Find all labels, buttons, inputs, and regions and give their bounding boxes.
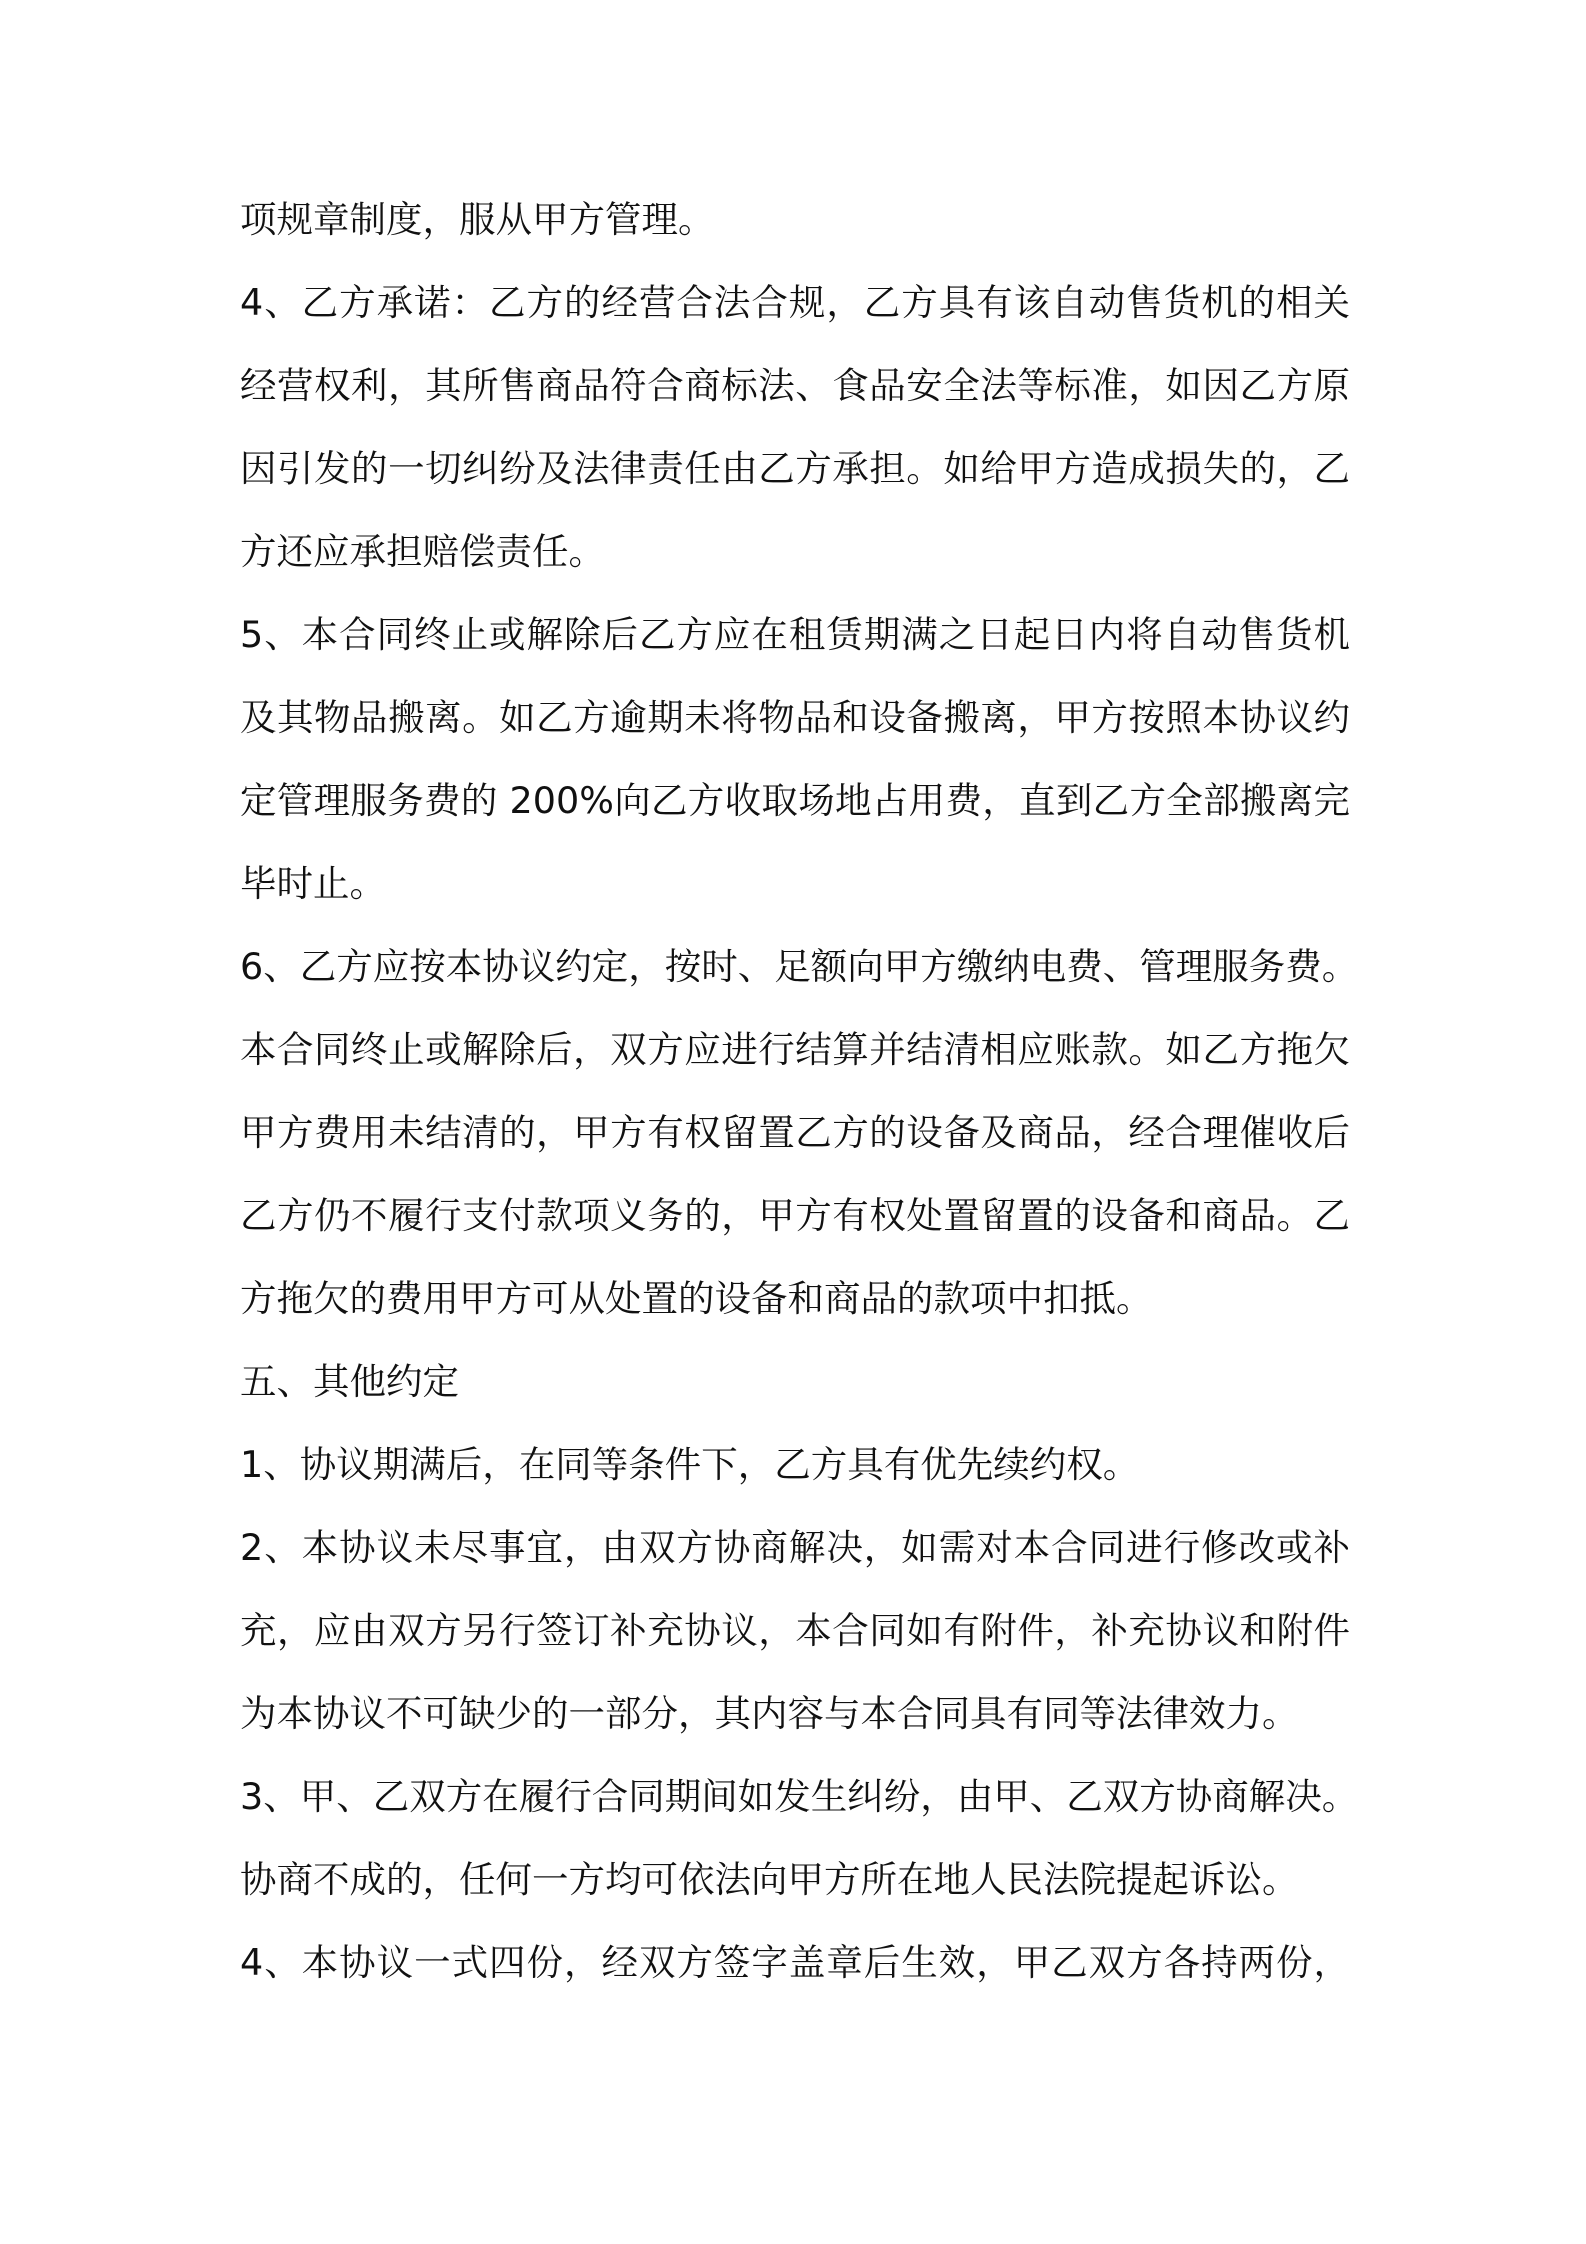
text-line: 协商不成的，任何一方均可依法向甲方所在地人民法院提起诉讼。 <box>240 1858 1299 1901</box>
text-line: 本合同终止或解除后，双方应进行结算并结清相应账款。如乙方拖欠 <box>240 1028 1350 1071</box>
text-line: 定管理服务费的 200%向乙方收取场地占用费，直到乙方全部搬离完 <box>240 779 1350 822</box>
text-line: 及其物品搬离。如乙方逾期未将物品和设备搬离，甲方按照本协议约 <box>240 696 1350 739</box>
text-line: 因引发的一切纠纷及法律责任由乙方承担。如给甲方造成损失的，乙 <box>240 447 1350 490</box>
text-line: 方拖欠的费用甲方可从处置的设备和商品的款项中扣抵。 <box>240 1277 1153 1320</box>
text-line: 毕时止。 <box>240 862 386 905</box>
text-line: 2、本协议未尽事宜，由双方协商解决，如需对本合同进行修改或补 <box>240 1526 1350 1569</box>
text-line: 5、本合同终止或解除后乙方应在租赁期满之日起日内将自动售货机 <box>240 613 1350 656</box>
text-line: 方还应承担赔偿责任。 <box>240 530 605 573</box>
text-line: 乙方仍不履行支付款项义务的，甲方有权处置留置的设备和商品。乙 <box>240 1194 1350 1237</box>
text-line: 项规章制度，服从甲方管理。 <box>240 198 715 241</box>
text-line: 充，应由双方另行签订补充协议，本合同如有附件，补充协议和附件 <box>240 1609 1350 1652</box>
text-line: 为本协议不可缺少的一部分，其内容与本合同具有同等法律效力。 <box>240 1692 1299 1735</box>
section-heading: 五、其他约定 <box>240 1360 459 1403</box>
text-line: 4、乙方承诺：乙方的经营合法合规，乙方具有该自动售货机的相关 <box>240 281 1350 324</box>
text-line: 经营权利，其所售商品符合商标法、食品安全法等标准，如因乙方原 <box>240 364 1350 407</box>
text-line: 1、协议期满后，在同等条件下，乙方具有优先续约权。 <box>240 1443 1140 1486</box>
text-line: 甲方费用未结清的，甲方有权留置乙方的设备及商品，经合理催收后 <box>240 1111 1350 1154</box>
text-line: 4、本协议一式四份，经双方签字盖章后生效，甲乙双方各持两份， <box>240 1941 1350 1984</box>
text-line: 6、乙方应按本协议约定，按时、足额向甲方缴纳电费、管理服务费。 <box>240 945 1359 988</box>
text-line: 3、甲、乙双方在履行合同期间如发生纠纷，由甲、乙双方协商解决。 <box>240 1775 1359 1818</box>
